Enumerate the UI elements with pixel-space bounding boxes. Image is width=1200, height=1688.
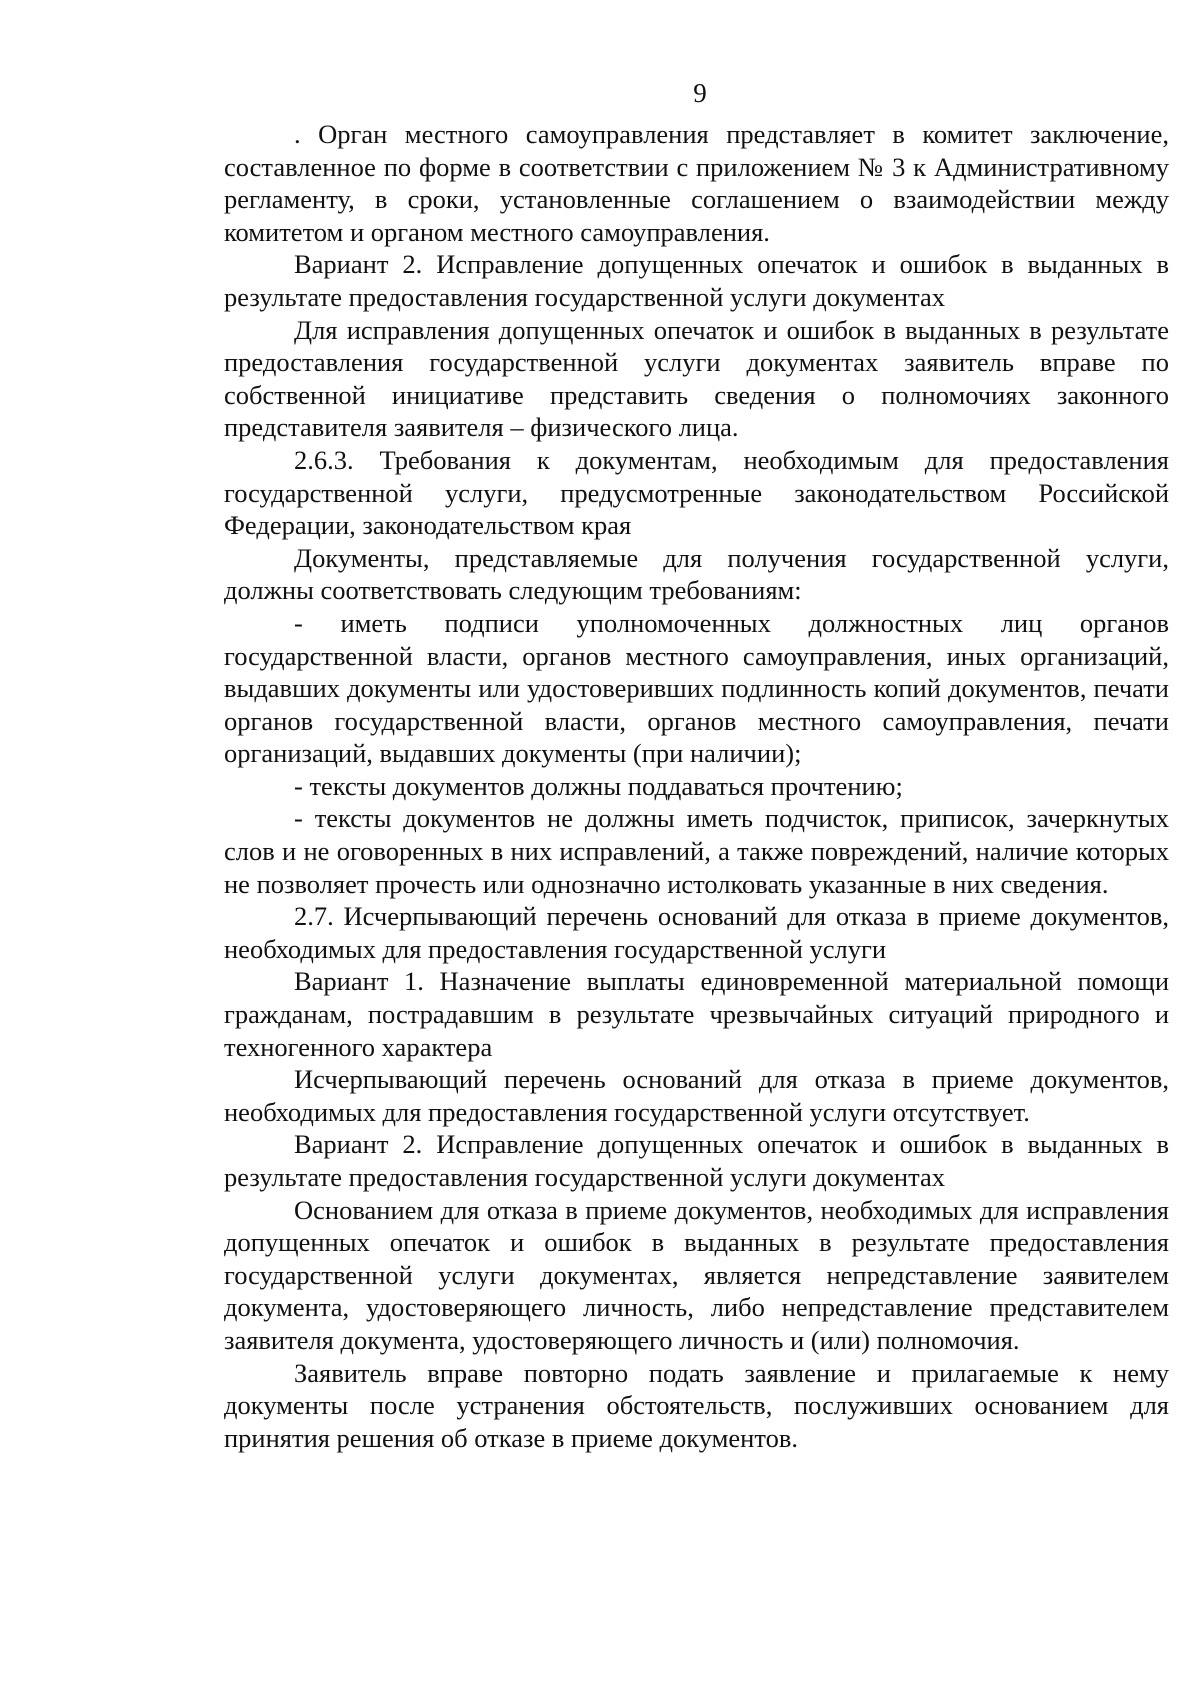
- list-item-no-erasures: - тексты документов не должны иметь подчисток, приписок, зачеркнутых слов и не оговоренных в них исправлений, а также повреждений, наличие которых не позволяет прочесть или однозначно истолковать указанные в них сведения.: [224, 803, 1169, 899]
- heading-2-7-refusal-grounds: 2.7. Исчерпывающий перечень оснований для отказа в приеме документов, необходимых для предоставления государственной услуги: [224, 901, 1169, 964]
- page-number: 9: [693, 78, 707, 108]
- paragraph-resubmit: Заявитель вправе повторно подать заявление и прилагаемые к нему документы после устранения обстоятельств, послуживших основанием для принятия решения об отказе в приеме документов.: [224, 1357, 1169, 1453]
- document-body: [224, 118, 1169, 1454]
- paragraph-no-refusal-grounds: Исчерпывающий перечень оснований для отказа в приеме документов, необходимых для предоставления государственной услуги отсутствует.: [224, 1064, 1169, 1127]
- heading-2-6-3-requirements: 2.6.3. Требования к документам, необходимым для предоставления государственной услуги, предусмотренные законодательством Российской Федерации, законодательством края: [224, 444, 1169, 541]
- heading-variant-2-correction: Вариант 2. Исправление допущенных опечаток и ошибок в выданных в результате предоставления государственной услуги документах: [224, 249, 1169, 312]
- paragraph-organ-conclusion: . Орган местного самоуправления представляет в комитет заключение, составленное по форме в соответствии с приложением № 3 к Административному регламенту, в сроки, установленные соглашением о взаимодействии между комитетом и органом местного самоуправления.: [224, 119, 1169, 247]
- heading-variant-2-correction-second: Вариант 2. Исправление допущенных опечаток и ошибок в выданных в результате предоставления государственной услуги документах: [224, 1129, 1169, 1192]
- paragraph-documents-requirements: Документы, представляемые для получения государственной услуги, должны соответствовать следующим требованиям:: [224, 542, 1169, 606]
- paragraph-refusal-ground: Основанием для отказа в приеме документов, необходимых для исправления допущенных опечаток и ошибок в выданных в результате предоставления государственной услуги документах, является непредставление заявителем документа, удостоверяющего личность, либо непредставление представителем заявителя документа, удостоверяющего личность и (или) полномочия.: [224, 1194, 1169, 1355]
- list-item-signatures: - иметь подписи уполномоченных должностных лиц органов государственной власти, органов местного самоуправления, иных организаций, выдавших документы или удостоверивших подлинность копий документов, печати органов государственной власти, органов местного самоуправления, печати организаций, выдавших документы (при наличии);: [224, 607, 1169, 769]
- list-item-readable: - тексты документов должны поддаваться прочтению;: [294, 770, 903, 801]
- paragraph-correction-info: Для исправления допущенных опечаток и ошибок в выданных в результате предоставления государственной услуги документах заявитель вправе по собственной инициативе представить сведения о полномочиях законного представителя заявителя – физического лица.: [224, 314, 1169, 443]
- heading-variant-1-payment: Вариант 1. Назначение выплаты единовременной материальной помощи гражданам, пострадавшим в результате чрезвычайных ситуаций природного и техногенного характера: [224, 966, 1169, 1062]
